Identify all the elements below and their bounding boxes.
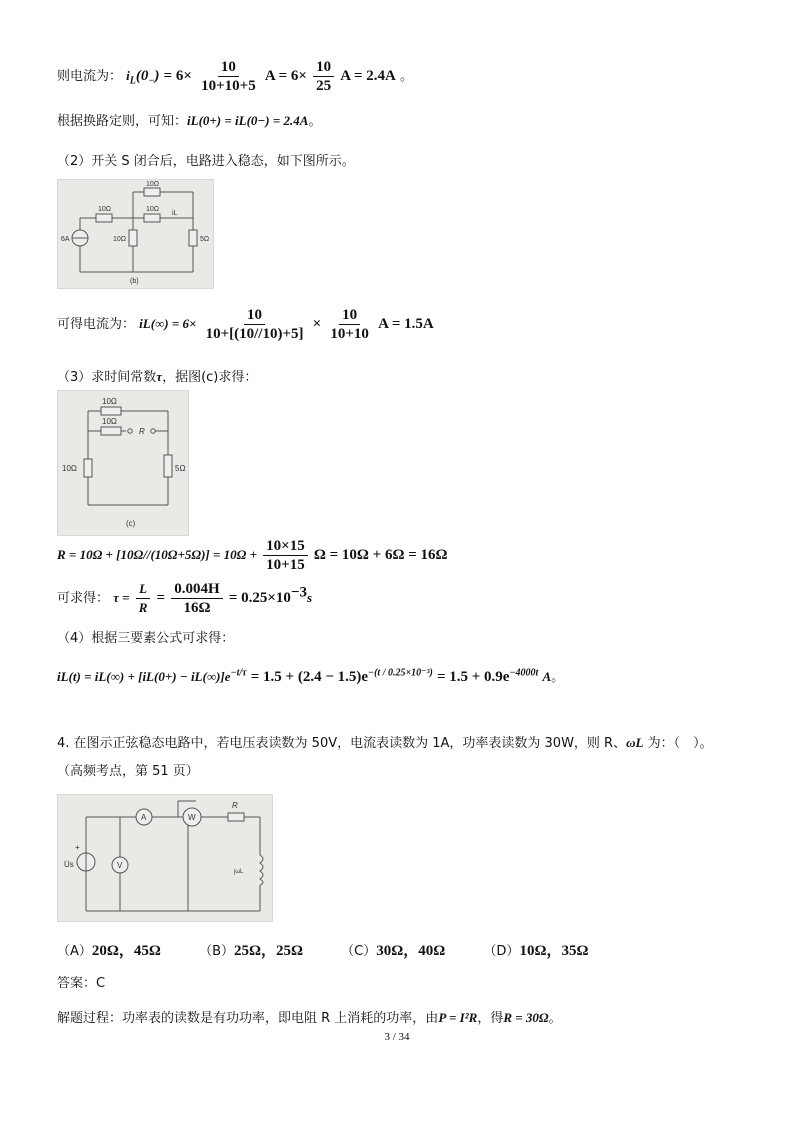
question-4-source: （高频考点，第 51 页）: [57, 764, 199, 779]
label-q4-r: R: [232, 801, 238, 810]
label-c-10-left: 10Ω: [62, 464, 77, 473]
circuit-figure-c: [57, 390, 189, 536]
label-q4-ammeter: A: [141, 813, 147, 822]
fraction-2: $\frac{10}{10+10}$: [330, 307, 369, 342]
label-c-5: 5Ω: [175, 464, 186, 473]
times-sign: ×: [312, 316, 322, 332]
label-q4-wattmeter: W: [188, 813, 196, 822]
label-q4-plus: +: [75, 843, 80, 852]
label-b-5: 5Ω: [200, 236, 210, 243]
equivalent-resistance-line: [57, 537, 448, 574]
solution-line: 解题过程：功率表的读数是有功功率，即电阻 R 上消耗的功率，由P = I²R，得R = 30Ω。: [57, 1010, 562, 1026]
circuit-figure-b: [57, 179, 214, 289]
tau-unit: s: [306, 590, 313, 605]
answer-options: [57, 939, 622, 960]
label-b-6a: 6A: [61, 236, 70, 243]
label-b-10-left: 10Ω: [98, 206, 112, 213]
label-b-10-mid: 10Ω: [146, 206, 160, 213]
label-c-10-top: 10Ω: [102, 397, 117, 406]
fraction-1: $\frac{10}{10+10+5}$: [201, 59, 256, 94]
tau-lhs: τ =: [113, 590, 130, 605]
tau-value: = 0.25×10: [228, 590, 291, 606]
step-3-heading: （3）求时间常数τ，据图(c)求得：: [57, 369, 258, 385]
option-a[interactable]: （A）20Ω，45Ω: [57, 943, 161, 959]
fraction-2: $\frac{10}{25}$: [313, 58, 334, 95]
line-prefix: 可得电流为：: [57, 317, 136, 332]
eq-tail: A = 2.4A: [340, 68, 396, 84]
current-equation-line: [57, 58, 413, 95]
switching-rule-expr: iL(0+) = iL(0−) = 2.4A: [187, 113, 309, 128]
label-c-10-mid: 10Ω: [102, 417, 117, 426]
label-b-10-vert: 10Ω: [113, 236, 127, 243]
label-c-caption: (c): [126, 519, 136, 528]
line-prefix: 则电流为：: [57, 69, 123, 84]
label-q4-jwl: jωL: [234, 869, 244, 875]
circuit-figure-q4: [57, 794, 273, 922]
fraction-l-over-r: $\frac{L}{R}$: [136, 580, 151, 617]
three-element-formula-line: $iL(t) = iL(\infty) + [iL(0+) - iL(\infty)]e^{-t/\tau} = 1.5 + (2.4 - 1.5)e^{-(t / 0.25\times 10^{-3})} = 1.5 + 0.9e^{-4000t}$ A。: [57, 667, 565, 685]
period: 。: [400, 69, 414, 84]
answer-line: 答案：C: [57, 976, 106, 991]
eq-mid: A = 6×: [264, 68, 307, 84]
label-c-r: R: [139, 427, 145, 436]
page-number: 3 / 34: [384, 1031, 410, 1043]
option-d[interactable]: （D）10Ω，35Ω: [483, 943, 589, 959]
step-2-heading: （2）开关 S 闭合后，电路进入稳态，如下图所示。: [57, 154, 355, 169]
tau-exponent: −3: [290, 584, 307, 601]
switching-rule-line: [57, 110, 321, 129]
label-b-caption: (b): [130, 278, 139, 285]
steady-current-line: [57, 306, 434, 343]
question-4-text: 4. 在图示正弦稳态电路中，若电压表读数为 50V，电流表读数为 1A，功率表读数为 30W，则 R、ωL 为：（ ）。: [57, 735, 713, 751]
period: 。: [308, 114, 322, 129]
option-b[interactable]: （B）25Ω，25Ω: [199, 943, 304, 959]
eq-tail: A = 1.5A: [378, 316, 434, 332]
line-prefix: 根据换路定则，可知：: [57, 114, 188, 129]
il-inf: iL(∞) = 6×: [139, 316, 197, 331]
label-b-10-top: 10Ω: [146, 181, 160, 188]
eq-sign: =: [156, 590, 166, 606]
il-0minus: $i_L(0_-)$: [126, 68, 160, 87]
eq-part: = 6×: [163, 68, 192, 84]
step-4-heading: （4）根据三要素公式可求得：: [57, 631, 235, 646]
line-prefix: 可求得：: [57, 591, 110, 606]
label-q4-voltmeter: V: [117, 861, 123, 870]
label-b-il: iL: [172, 210, 178, 217]
fraction-1: $\frac{10\times 15}{10+15}$: [263, 537, 308, 574]
resistance-expr: R = 10Ω + [10Ω//(10Ω+5Ω)] = 10Ω +: [57, 547, 257, 562]
time-constant-line: [57, 580, 312, 617]
label-q4-source: U̇s: [64, 860, 74, 869]
option-c[interactable]: （C）30Ω，40Ω: [341, 943, 446, 959]
fraction-1: $\frac{10}{10+[(10//10)+5]}$: [205, 307, 304, 342]
fraction-values: $\frac{0.004H}{16\Omega}$: [171, 580, 222, 617]
eq-tail: Ω = 10Ω + 6Ω = 16Ω: [313, 547, 448, 563]
